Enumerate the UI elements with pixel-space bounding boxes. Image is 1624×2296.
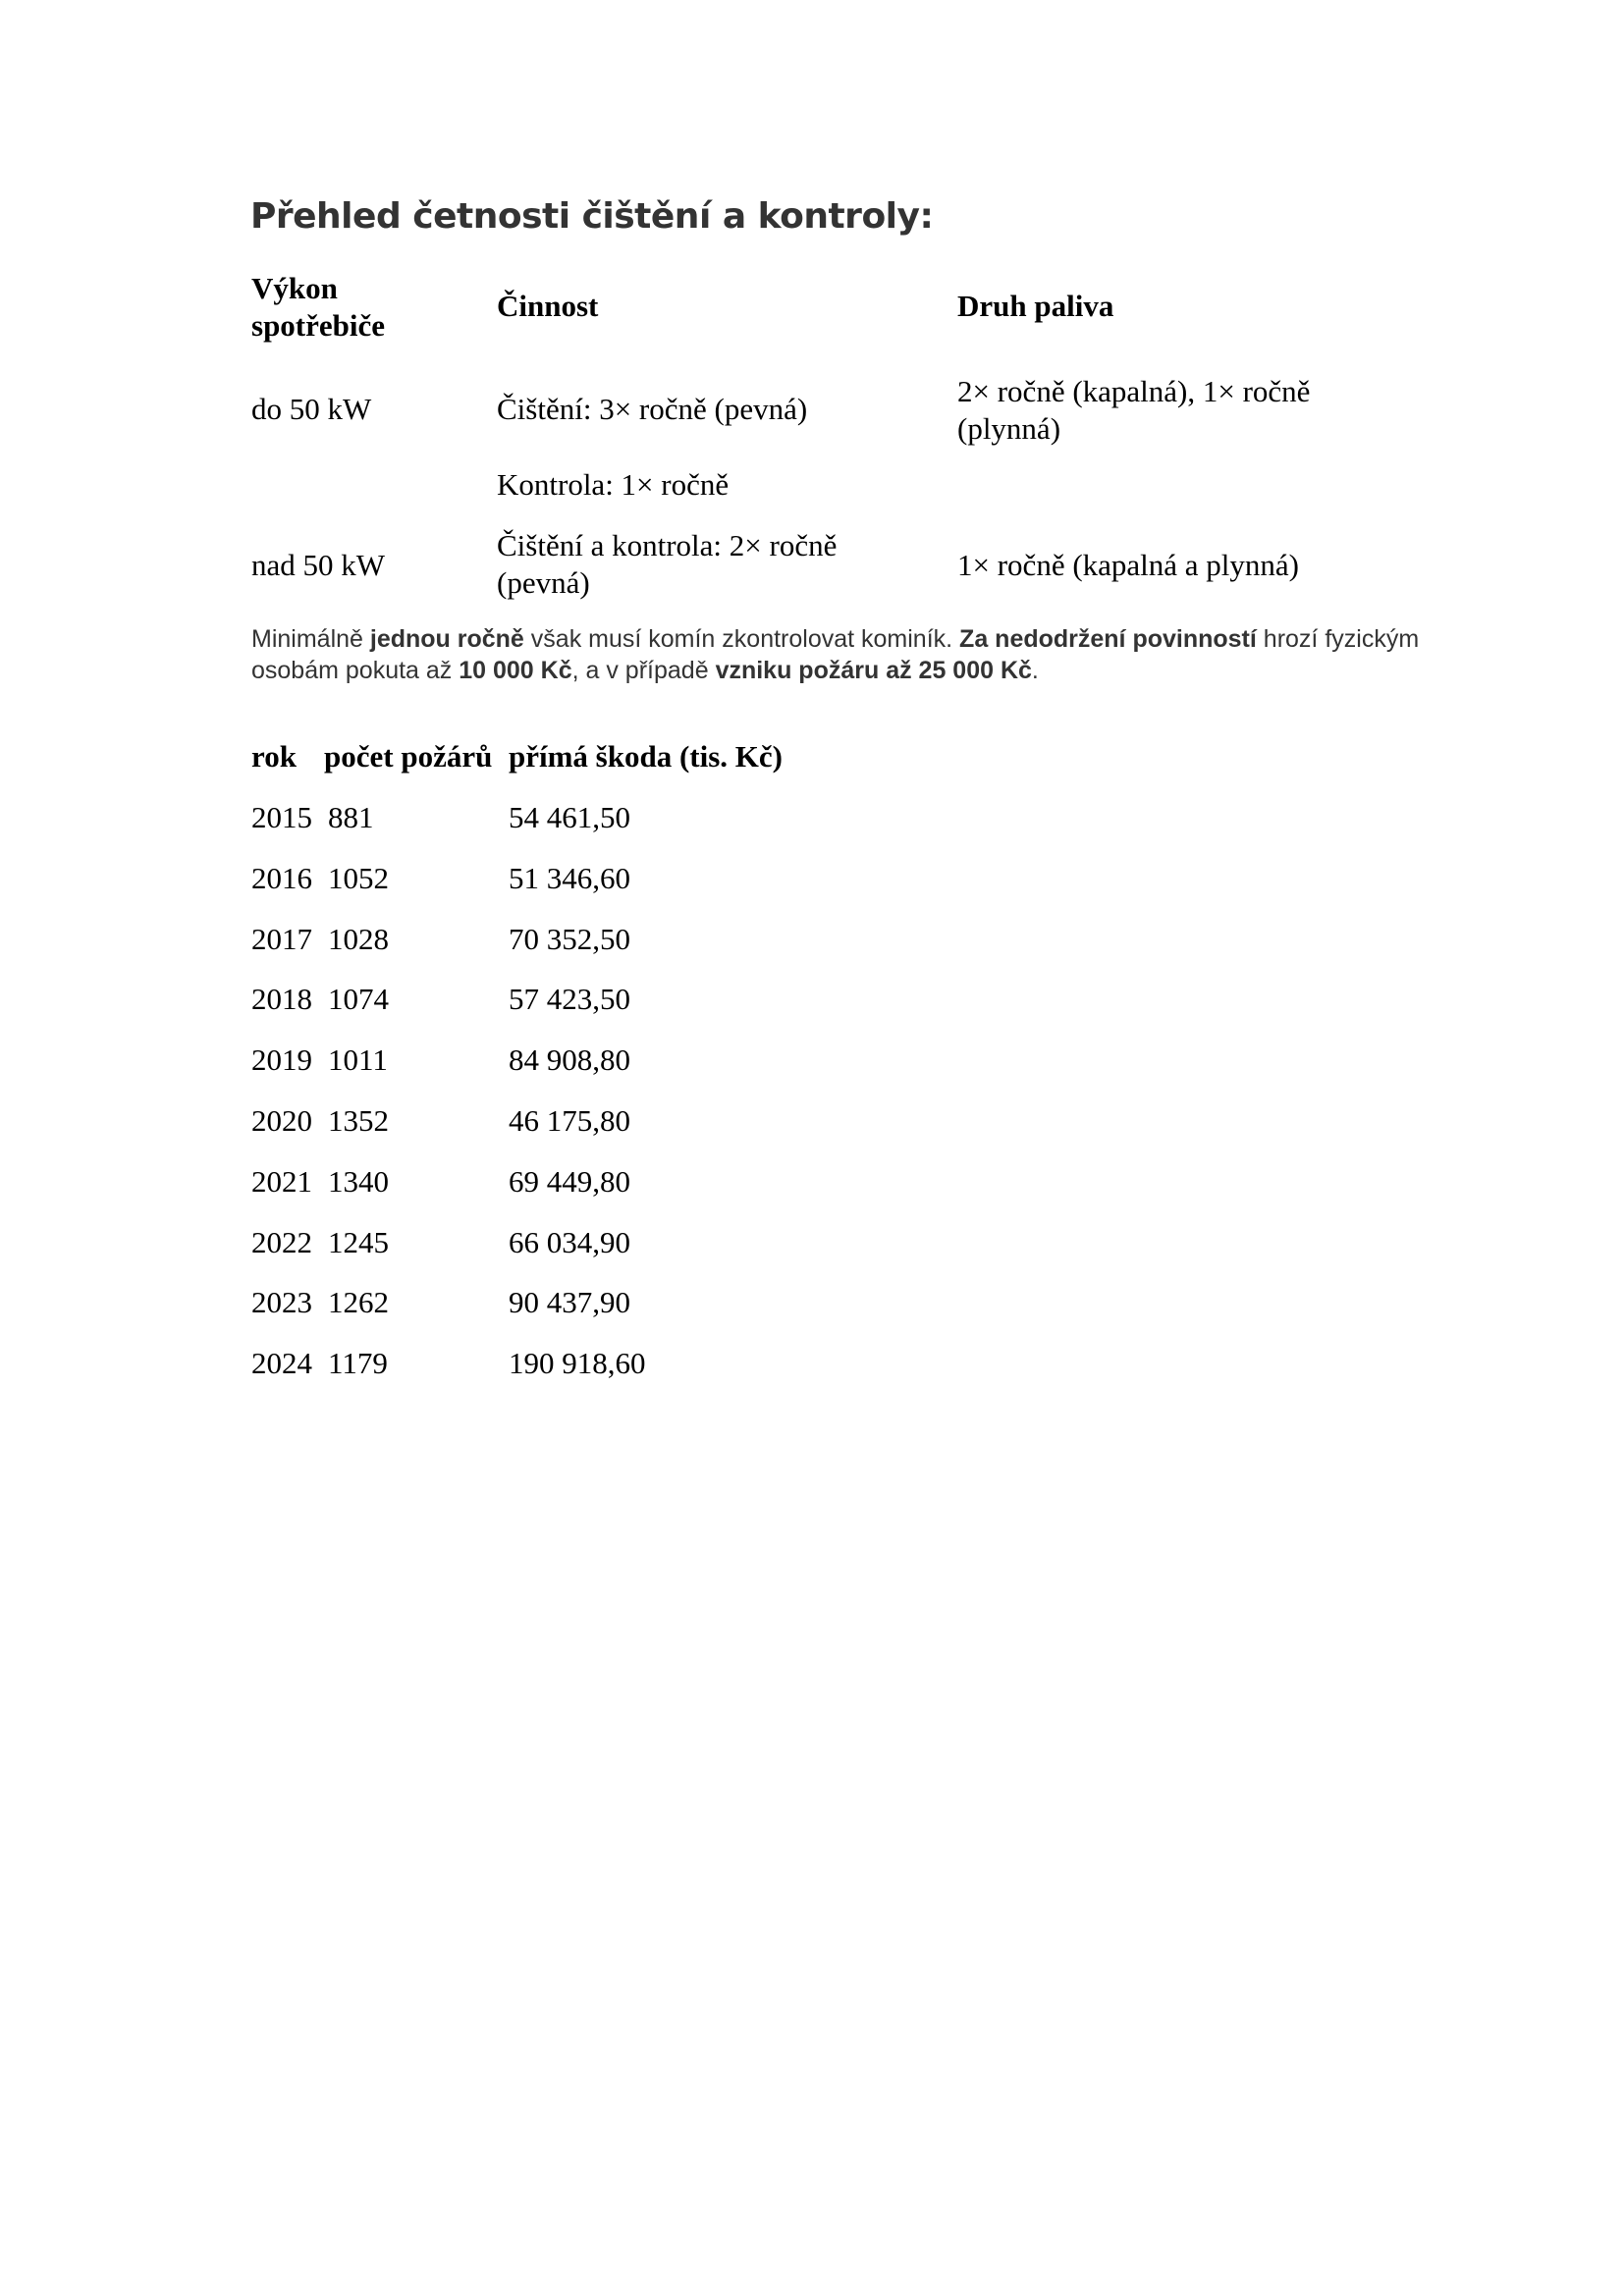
table-row [251, 1225, 840, 1264]
cell-direct-damage: 69 449,80 [509, 1163, 630, 1199]
cell-year: 2018 [251, 982, 312, 1017]
cell-year: 2019 [251, 1042, 312, 1078]
cell-activity: Čištění: 3× ročně (pevná) [497, 392, 808, 426]
cell-fire-count: 1352 [328, 1103, 389, 1138]
header-fire-count: počet požárů [324, 739, 493, 774]
cell-fire-count: 881 [328, 800, 374, 834]
cell-direct-damage: 54 461,50 [509, 800, 630, 834]
table-row [251, 1103, 840, 1143]
cell-direct-damage: 46 175,80 [509, 1103, 630, 1138]
note-part: hrozí fyzickým osobám pokuta až [251, 625, 1420, 684]
note-part-bold: Za nedodržení povinností [959, 625, 1257, 653]
cell-power: do 50 kW [251, 392, 372, 426]
cell-year: 2017 [251, 921, 312, 956]
header-power-line-2: spotřebiče [251, 308, 386, 343]
note-part-bold: vzniku požáru až 25 000 Kč [715, 657, 1032, 684]
note-part: . [1031, 657, 1039, 684]
cell-fuel: 2× ročně (kapalná), 1× ročně (plynná) [957, 374, 1311, 446]
header-activity: Činnost [497, 289, 599, 323]
header-power [251, 270, 487, 345]
cell-direct-damage: 190 918,60 [509, 1346, 646, 1381]
table-row [251, 861, 840, 900]
cell-year: 2015 [251, 800, 312, 834]
header-fuel: Druh paliva [957, 289, 1114, 323]
table-row [251, 922, 840, 961]
cell-direct-damage: 90 437,90 [509, 1285, 630, 1320]
note-part-bold: 10 000 Kč [459, 657, 572, 684]
legal-note [251, 623, 1430, 686]
cell-fire-count: 1028 [328, 921, 389, 956]
cell-direct-damage: 84 908,80 [509, 1042, 630, 1078]
cell-power: nad 50 kW [251, 548, 386, 582]
cell-fire-count: 1179 [328, 1346, 388, 1381]
note-part: Minimálně [251, 625, 370, 653]
header-year: rok [251, 739, 297, 774]
table-row [251, 1042, 840, 1082]
cell-year: 2021 [251, 1163, 312, 1199]
cell-year: 2016 [251, 860, 312, 895]
header-direct-damage: přímá škoda (tis. Kč) [509, 739, 783, 774]
note-part-bold: jednou ročně [369, 625, 524, 653]
cell-year: 2023 [251, 1285, 312, 1320]
cell-activity: Čištění a kontrola: 2× ročně (pevná) [497, 528, 838, 600]
cell-year: 2024 [251, 1346, 312, 1381]
cell-direct-damage: 57 423,50 [509, 982, 630, 1017]
cell-direct-damage: 70 352,50 [509, 921, 630, 956]
table-row [251, 1346, 840, 1385]
table-row [251, 1164, 840, 1203]
cell-fuel: 1× ročně (kapalná a plynná) [957, 548, 1299, 582]
cell-fire-count: 1340 [328, 1163, 389, 1199]
cell-direct-damage: 66 034,90 [509, 1224, 630, 1259]
note-part: však musí komín zkontrolovat kominík. [523, 625, 960, 653]
page-title: Přehled četnosti čištění a kontroly: [250, 196, 934, 237]
table-row [251, 982, 840, 1021]
cell-direct-damage: 51 346,60 [509, 860, 630, 895]
cell-fire-count: 1245 [328, 1224, 389, 1259]
cell-activity: Kontrola: 1× ročně [497, 467, 730, 502]
table-row [251, 800, 840, 839]
cell-fire-count: 1052 [328, 860, 389, 895]
table-row [251, 1285, 840, 1324]
cell-year: 2020 [251, 1103, 312, 1138]
note-part: , a v případě [571, 657, 716, 684]
fires-table-header [251, 739, 840, 778]
cell-fire-count: 1011 [328, 1042, 388, 1078]
cell-fire-count: 1074 [328, 982, 389, 1017]
cell-year: 2022 [251, 1224, 312, 1259]
cell-fire-count: 1262 [328, 1285, 389, 1320]
header-power-line-1: Výkon [251, 271, 338, 305]
